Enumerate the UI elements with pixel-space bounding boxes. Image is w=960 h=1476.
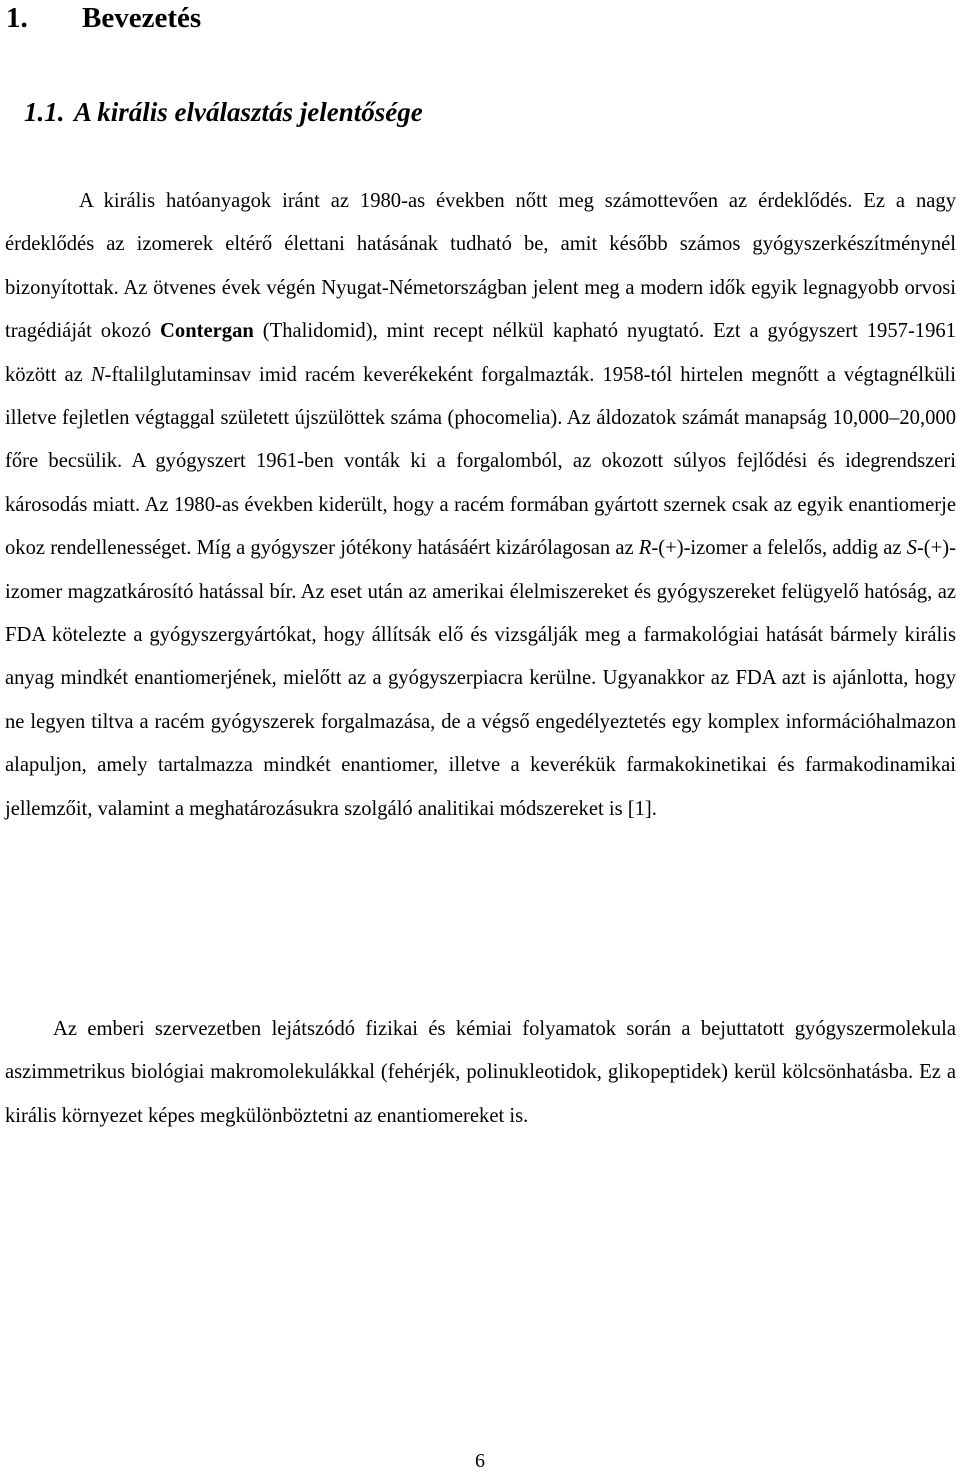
bold-term-contergan: Contergan [160, 320, 254, 343]
section-title: A királis elválasztás jelentősége [74, 97, 423, 127]
text-run: -(+)-izomer a felelős, addig az [651, 537, 907, 560]
body-paragraph-2: Az emberi szervezetben lejátszódó fizikai és kémiai folyamatok során a bejuttatott gyógyszermolekula aszimmetrikus biológiai makromolekulákkal (fehérjék, polinukleotidok, glikopeptidek) kerül kölcsönhatásba. Ez a királis környezet képes megkülönböztetni az enantiomereket is. [5, 1018, 956, 1127]
body-paragraph-1 [5, 180, 956, 831]
chapter-title: Bevezetés [82, 2, 202, 34]
text-run: (Thalidomid), mint recept nélkül kapható nyugtató. Ezt a gyógyszert 1957-1961 között az [5, 320, 956, 386]
section-number: 1.1. [24, 97, 65, 127]
text-run: -ftalilglutaminsav imid racém keverékeként forgalmazták. 1958-tól hirtelen megnőtt a végtagnélküli illetve fejletlen végtaggal született újszülöttek száma (phocomelia). Az áldozatok számát manapság 10,000–20,000 főre becsülik. A gyógyszert 1961-ben vonták ki a forgalomból, az okozott súlyos fejlődési és idegrendszeri károsodás miatt. Az 1980-as években kiderült, hogy a racém formában gyártott szernek csak az egyik enantiomerje okoz rendellenességet. Míg a gyógyszer jótékony hatásáért kizárólagosan az [5, 363, 956, 560]
section-heading [24, 95, 423, 129]
italic-term: R [638, 537, 652, 560]
text-run: -(+)-izomer magzatkárosító hatással bír. Az eset után az amerikai élelmiszereket és gyógyszereket felügyelő hatóság, az FDA kötelezte a gyógyszergyártókat, hogy állítsák elő és vizsgálják meg a farmakológiai hatását bármely királis anyag mindkét enantiomerjének, mielőtt az a gyógyszerpiacra kerülne. Ugyanakkor az FDA azt is ajánlotta, hogy ne legyen tiltva a racém gyógyszerek forgalmazása, de a végső engedélyeztetés egy komplex információhalmazon alapuljon, amely tartalmazza mindkét enantiomer, illetve a keverékük farmakokinetikai és farmakodinamikai jellemzőit, valamint a meghatározásukra szolgáló analitikai módszereket is [1]. [5, 537, 956, 820]
chapter-number: 1. [6, 2, 28, 34]
chapter-heading [6, 0, 201, 36]
italic-term: S [906, 537, 917, 560]
page-number: 6 [475, 1450, 485, 1472]
italic-term: N [90, 363, 105, 386]
text-run: A királis hatóanyagok iránt az 1980-as években nőtt meg számottevően az érdeklődés. Ez a nagy érdeklődés az izomerek eltérő élettani hatásának tudható be, amit később számos gyógyszerkészítménynél bizonyítottak. Az ötvenes évek végén Nyugat-Németországban jelent meg a modern idők egyik legnagyobb orvosi tragédiáját okozó [5, 190, 956, 343]
